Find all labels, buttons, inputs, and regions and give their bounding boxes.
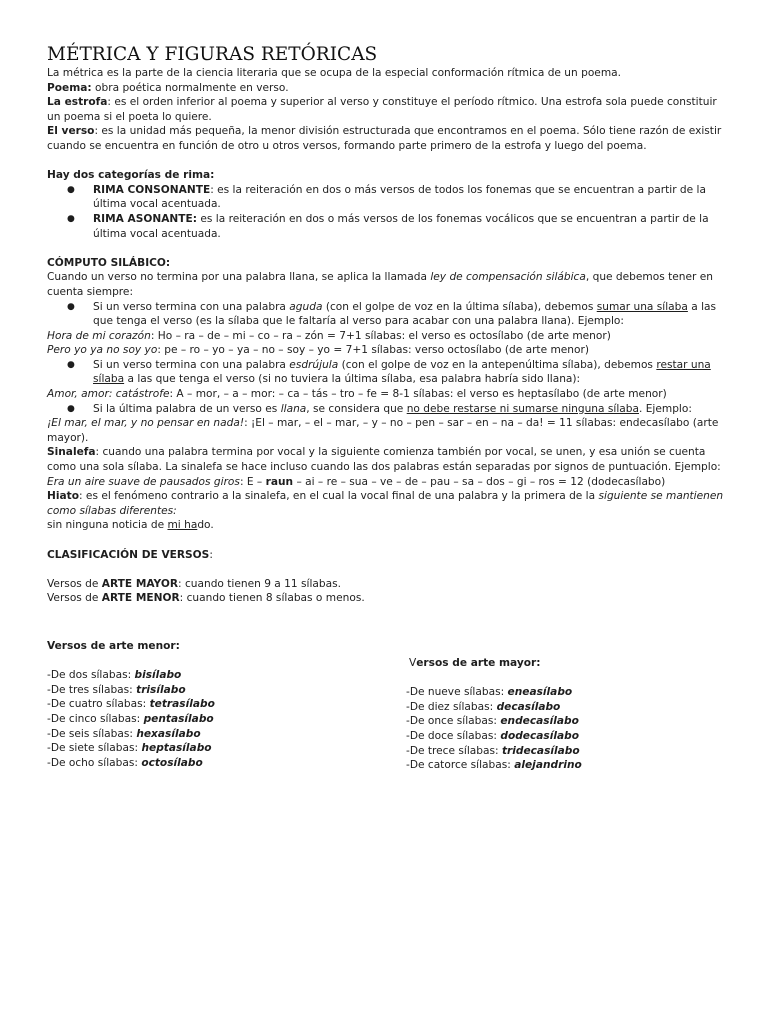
list-item-name: hexasílabo xyxy=(136,727,201,740)
example-2: Pero yo ya no soy yo: pe – ro – yo – ya – no – soy – yo = 7+1 sílabas: verso octosílabo (de arte menor) xyxy=(47,344,589,357)
list-item-name: endecasílabo xyxy=(500,715,579,728)
list-item-label: -De trece sílabas: xyxy=(406,744,502,757)
arte-menor-definition: Versos de ARTE MENOR: cuando tienen 8 sílabas o menos. xyxy=(47,592,365,605)
bullet-dot-icon: ● xyxy=(67,359,75,370)
arte-menor-items xyxy=(47,668,367,770)
bullet-rima-asonante: ● RIMA ASONANTE: es la reiteración en dos o más versos de los fonemas vocálicos que se encuentran a partir de la última vocal acentuada. xyxy=(67,212,709,240)
list-item-name: decasílabo xyxy=(496,700,561,713)
list-item xyxy=(47,668,367,683)
bullet-dot-icon: ● xyxy=(67,403,75,414)
list-item xyxy=(406,685,746,700)
page-title: MÉTRICA Y FIGURAS RETÓRICAS xyxy=(47,44,378,65)
hiato-paragraph: Hiato: es el fenómeno contrario a la sinalefa, en el cual la vocal final de una palabra y la primera de la siguiente se mantienen como sílabas diferentes: xyxy=(47,490,724,517)
list-item-name: tetrasílabo xyxy=(149,698,215,711)
list-item xyxy=(47,697,367,712)
list-item-name: alejandrino xyxy=(514,759,582,772)
list-item-name: heptasílabo xyxy=(141,742,212,755)
bullet-esdrujula: ● Si un verso termina con una palabra esdrújula (con el golpe de voz en la antepenúltima sílaba), debemos restar una sílaba a las que tenga el verso (si no tuviera la última sílaba, esa palabra habría sido llana): xyxy=(67,358,711,386)
example-4: ¡El mar, el mar, y no pensar en nada!: ¡El – mar, – el – mar, – y – no – pen – sar – en – na – da! = 11 sílabas: endecasílabo (arte mayor). xyxy=(47,417,719,444)
list-item-name: octosílabo xyxy=(141,756,203,769)
list-item xyxy=(406,744,746,759)
list-item-label: -De tres sílabas: xyxy=(47,683,137,696)
list-item xyxy=(47,756,367,771)
list-item xyxy=(406,700,746,715)
arte-mayor-heading: Versos de arte mayor: xyxy=(409,657,541,669)
list-item-label: -De diez sílabas: xyxy=(406,700,497,713)
list-item-label: -De catorce sílabas: xyxy=(406,759,515,772)
sinalefa-paragraph: Sinalefa: cuando una palabra termina por vocal y la siguiente comienza también por vocal, se unen, y esa unión se cuenta como una sola sílaba. La sinalefa se hace incluso cuando las dos palabras están separadas por signos de puntuación. Ejemplo: xyxy=(47,446,721,474)
bullet-dot-icon: ● xyxy=(67,213,75,224)
definition-estrofa: La estrofa: es el orden inferior al poema y superior al verso y constituye el período rítmico. Una estrofa sola puede constituir un poema si el poeta lo quiere. xyxy=(47,96,717,123)
intro-paragraph: La métrica es la parte de la ciencia literaria que se ocupa de la especial conformación rítmica de un poema. xyxy=(47,67,621,79)
main-text-block xyxy=(47,44,727,606)
computo-intro: Cuando un verso no termina por una palabra llana, se aplica la llamada ley de compensación silábica, que debemos tener en cuenta siempre: xyxy=(47,271,713,298)
bullet-rima-consonante: ● RIMA CONSONANTE: es la reiteración en dos o más versos de todos los fonemas que se encuentran a partir de la última vocal acentuada. xyxy=(67,183,706,211)
bullet-aguda: ● Si un verso termina con una palabra aguda (con el golpe de voz en la última sílaba), debemos sumar una sílaba a las que tenga el verso (es la sílaba que le faltaría al verso para acabar con una palabra llana). Ejemplo: xyxy=(67,300,717,328)
list-item-name: tridecasílabo xyxy=(501,744,580,757)
example-5: Era un aire suave de pausados giros: E – raun – ai – re – sua – ve – de – pau – sa – dos – gi – ros = 12 (dodecasílabo) xyxy=(47,475,666,488)
example-1: Hora de mi corazón: Ho – ra – de – mi – co – ra – zón = 7+1 sílabas: el verso es octosílabo (de arte menor) xyxy=(47,329,611,342)
poema-term: Poema: xyxy=(47,81,92,94)
list-item-label: -De seis sílabas: xyxy=(47,727,137,740)
arte-menor-list xyxy=(47,639,367,770)
list-item xyxy=(47,741,367,756)
definition-verso: El verso: es la unidad más pequeña, la menor división estructurada que encontramos en el poema. Sólo tiene razón de existir cuando se encuentra en función de otro u otros versos, formando parte primero de la estrofa y luego del poema. xyxy=(47,125,722,152)
list-item-label: -De once sílabas: xyxy=(406,715,501,728)
example-3: Amor, amor: catástrofe: A – mor, – a – mor: – ca – tás – tro – fe = 8-1 sílabas: el verso es heptasílabo (de arte menor) xyxy=(47,388,667,401)
list-item-label: -De ocho sílabas: xyxy=(47,756,142,769)
list-item-label: -De dos sílabas: xyxy=(47,669,135,682)
definition-poema: Poema: obra poética normalmente en verso. xyxy=(47,81,289,94)
clasificacion-heading: CLASIFICACIÓN DE VERSOS: xyxy=(47,548,213,561)
list-item-label: -De doce sílabas: xyxy=(406,729,501,742)
list-item xyxy=(47,727,367,742)
list-item xyxy=(47,683,367,698)
arte-mayor-definition: Versos de ARTE MAYOR: cuando tienen 9 a 11 sílabas. xyxy=(47,577,342,590)
arte-menor-heading: Versos de arte menor: xyxy=(47,640,180,652)
verso-term: El verso xyxy=(47,125,95,138)
list-item-label: -De cinco sílabas: xyxy=(47,712,144,725)
rima-heading: Hay dos categorías de rima: xyxy=(47,169,215,182)
list-item xyxy=(47,712,367,727)
estrofa-term: La estrofa xyxy=(47,96,108,109)
list-item-name: pentasílabo xyxy=(143,712,214,725)
arte-mayor-items xyxy=(406,685,746,773)
bullet-dot-icon: ● xyxy=(67,301,75,312)
list-item-name: dodecasílabo xyxy=(500,729,579,742)
hiato-example: sin ninguna noticia de mi hado. xyxy=(47,519,214,532)
arte-mayor-list xyxy=(406,656,746,773)
list-item-name: eneasílabo xyxy=(507,686,573,699)
list-item-name: trisílabo xyxy=(136,683,186,696)
list-item xyxy=(406,729,746,744)
list-item-name: bisílabo xyxy=(134,669,182,682)
list-item-label: -De nueve sílabas: xyxy=(406,686,508,699)
list-item-label: -De cuatro sílabas: xyxy=(47,698,150,711)
list-item xyxy=(406,758,746,773)
bullet-dot-icon: ● xyxy=(67,184,75,195)
list-item-label: -De siete sílabas: xyxy=(47,742,142,755)
computo-heading: CÓMPUTO SILÁBICO: xyxy=(47,256,171,269)
bullet-llana: ● Si la última palabra de un verso es llana, se considera que no debe restarse ni sumarse ninguna sílaba. Ejemplo: xyxy=(67,402,692,415)
list-item xyxy=(406,714,746,729)
